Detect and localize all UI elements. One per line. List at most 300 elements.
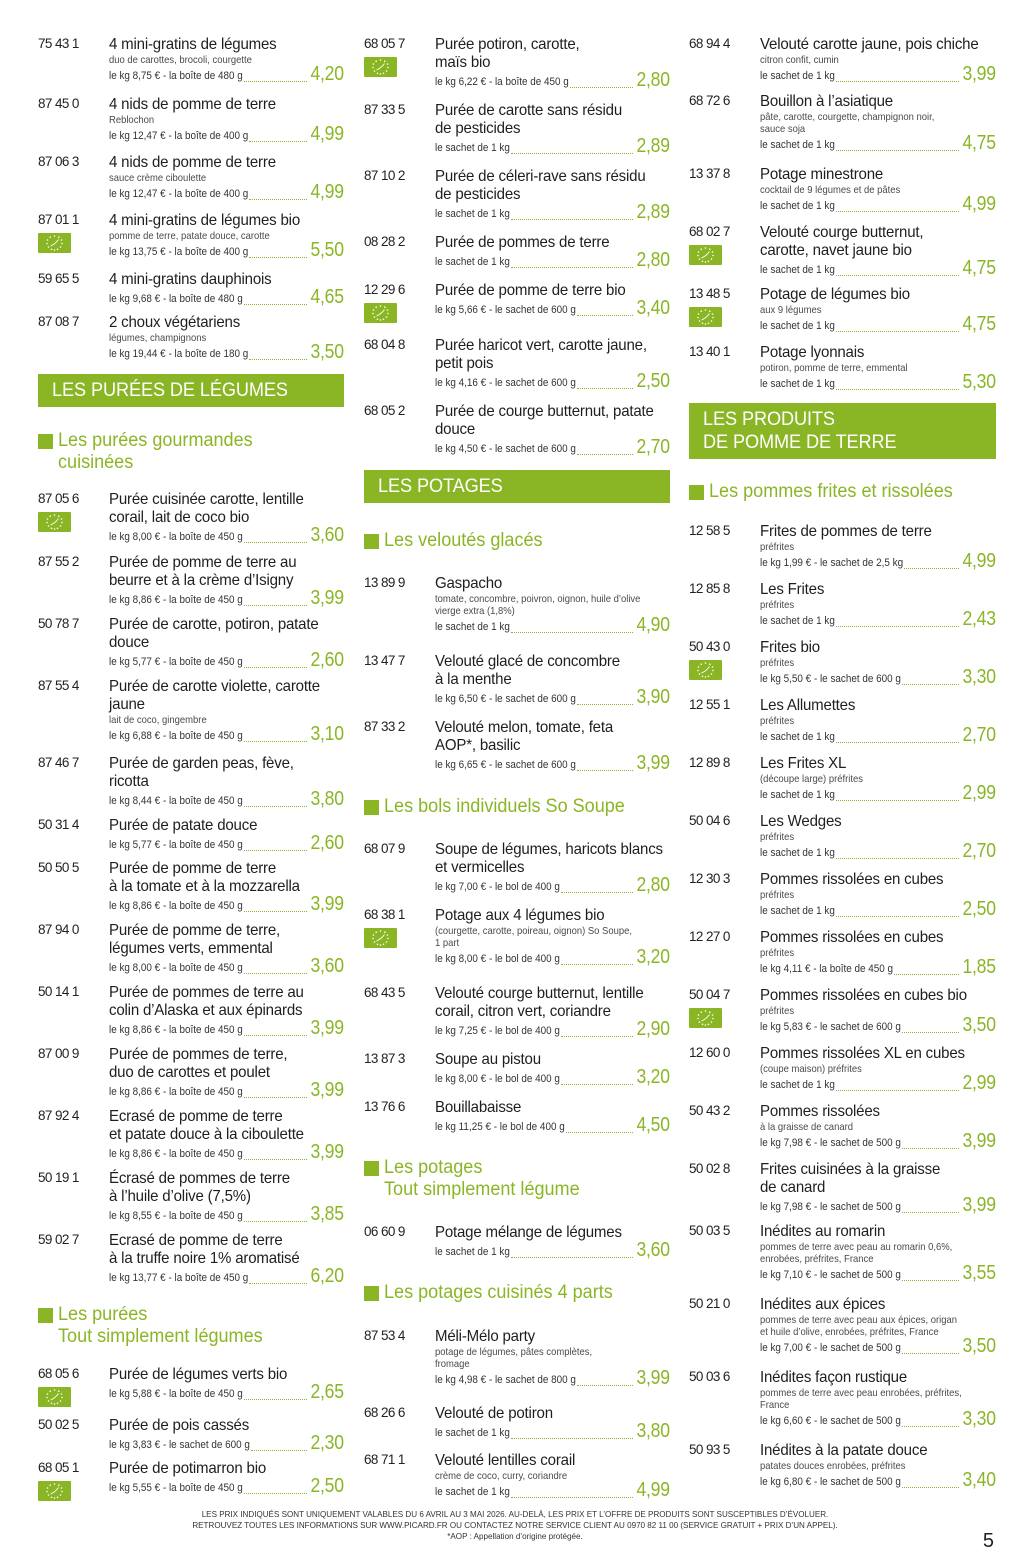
dotted-leader bbox=[836, 331, 959, 332]
product-item bbox=[38, 1417, 344, 1453]
product-price: 3,55 bbox=[962, 1262, 996, 1284]
product-name: à l’huile d’olive (7,5%) bbox=[109, 1188, 251, 1205]
subsection-header bbox=[364, 796, 670, 818]
product-item bbox=[364, 102, 670, 156]
product-description: patates douces enrobées, préfrites bbox=[760, 1460, 906, 1472]
dotted-leader bbox=[244, 1493, 307, 1494]
product-item bbox=[689, 639, 996, 687]
product-details bbox=[760, 929, 996, 977]
product-code: 50 50 5 bbox=[38, 860, 79, 875]
product-details bbox=[760, 523, 996, 571]
price-row bbox=[109, 1475, 344, 1497]
product-details bbox=[760, 697, 996, 745]
product-item bbox=[689, 1369, 996, 1429]
product-code: 50 31 4 bbox=[38, 817, 79, 832]
product-description: préfrites bbox=[760, 715, 795, 727]
product-details bbox=[109, 984, 344, 1038]
product-name: Bouillon à l’asiatique bbox=[760, 93, 893, 110]
product-details bbox=[435, 36, 670, 90]
price-row bbox=[109, 239, 344, 261]
product-price: 3,40 bbox=[636, 297, 670, 319]
price-row bbox=[109, 788, 344, 810]
product-name: Potage lyonnais bbox=[760, 344, 865, 361]
product-price: 3,80 bbox=[310, 788, 344, 810]
price-row bbox=[435, 1114, 670, 1136]
product-name: Pommes rissolées en cubes bbox=[760, 871, 944, 888]
product-code: 13 87 3 bbox=[364, 1051, 405, 1066]
subsection-title: Les potages cuisinés 4 parts bbox=[384, 1282, 613, 1303]
section-header bbox=[689, 403, 996, 459]
product-details bbox=[760, 93, 996, 153]
dotted-leader bbox=[577, 454, 633, 455]
product-details bbox=[109, 154, 344, 202]
product-price: 4,65 bbox=[310, 286, 344, 308]
product-price: 2,70 bbox=[962, 724, 996, 746]
section-header bbox=[364, 470, 670, 503]
product-name: Frites cuisinées à la graisse bbox=[760, 1161, 941, 1178]
product-price: 4,75 bbox=[962, 313, 996, 335]
product-details bbox=[109, 1046, 344, 1100]
product-name: 2 choux végétariens bbox=[109, 314, 241, 331]
product-description: préfrites bbox=[760, 831, 795, 843]
product-price: 4,99 bbox=[962, 550, 996, 572]
product-item bbox=[364, 719, 670, 773]
product-description: préfrites bbox=[760, 541, 795, 553]
unit-price: le kg 5,66 € - le sachet de 600 g bbox=[435, 304, 576, 316]
subsection-header bbox=[364, 1157, 670, 1201]
product-name: Velouté melon, tomate, feta bbox=[435, 719, 614, 736]
price-row bbox=[109, 1265, 344, 1287]
product-item bbox=[689, 755, 996, 803]
product-details bbox=[109, 616, 344, 670]
product-price: 2,99 bbox=[962, 782, 996, 804]
eu-organic-leaf-icon bbox=[689, 307, 722, 327]
eu-organic-leaf-icon bbox=[364, 928, 397, 948]
product-details bbox=[109, 817, 344, 853]
product-item bbox=[689, 813, 996, 861]
product-details bbox=[109, 1170, 344, 1224]
product-code: 12 58 5 bbox=[689, 523, 730, 538]
product-name: Potage aux 4 légumes bio bbox=[435, 907, 605, 924]
product-description: à la graisse de canard bbox=[760, 1121, 853, 1133]
subsection-title: Les purées gourmandes bbox=[58, 430, 253, 451]
dotted-leader bbox=[244, 542, 307, 543]
product-name: Inédites aux épices bbox=[760, 1296, 886, 1313]
section-header bbox=[38, 374, 344, 407]
product-name: Bouillabaisse bbox=[435, 1099, 522, 1116]
product-item bbox=[364, 653, 670, 707]
product-item bbox=[38, 1170, 344, 1224]
unit-price: le sachet de 1 kg bbox=[435, 142, 510, 154]
product-item bbox=[38, 1460, 344, 1496]
product-name: Gaspacho bbox=[435, 575, 503, 592]
product-details bbox=[435, 337, 670, 391]
product-name: Pommes rissolées bbox=[760, 1103, 880, 1120]
product-code: 87 10 2 bbox=[364, 168, 405, 183]
unit-price: le sachet de 1 kg bbox=[760, 905, 835, 917]
product-code: 87 33 5 bbox=[364, 102, 405, 117]
product-price: 2,50 bbox=[636, 370, 670, 392]
product-price: 3,40 bbox=[962, 1469, 996, 1491]
price-row bbox=[435, 1420, 670, 1442]
product-item bbox=[38, 491, 344, 545]
product-code: 87 92 4 bbox=[38, 1108, 79, 1123]
eu-organic-leaf-icon bbox=[364, 57, 397, 77]
product-code: 68 26 6 bbox=[364, 1405, 405, 1420]
price-row bbox=[435, 614, 670, 636]
product-name: Purée de pomme de terre, bbox=[109, 922, 281, 939]
product-details bbox=[109, 491, 344, 545]
price-row bbox=[760, 313, 996, 335]
product-details bbox=[109, 1232, 344, 1286]
product-item bbox=[364, 985, 670, 1039]
product-item bbox=[38, 817, 344, 853]
product-price: 4,75 bbox=[962, 257, 996, 279]
product-name: Purée haricot vert, carotte jaune, bbox=[435, 337, 647, 354]
product-item bbox=[689, 344, 996, 392]
unit-price: le kg 8,00 € - la boîte de 450 g bbox=[109, 962, 243, 974]
product-name: Frites de pommes de terre bbox=[760, 523, 932, 540]
dotted-leader bbox=[511, 267, 633, 268]
price-row bbox=[760, 1408, 996, 1430]
product-code: 68 07 9 bbox=[364, 841, 405, 856]
product-price: 4,75 bbox=[962, 132, 996, 154]
product-item bbox=[689, 224, 996, 278]
product-details bbox=[760, 755, 996, 803]
product-price: 6,20 bbox=[310, 1265, 344, 1287]
dotted-leader bbox=[902, 1032, 959, 1033]
square-bullet-icon bbox=[364, 800, 379, 815]
dotted-leader bbox=[249, 199, 307, 200]
product-item bbox=[364, 1452, 670, 1500]
product-description: préfrites bbox=[760, 599, 795, 611]
price-row bbox=[760, 371, 996, 393]
product-name: Velouté de potiron bbox=[435, 1405, 553, 1422]
product-details bbox=[435, 719, 670, 773]
unit-price: le kg 3,83 € - le sachet de 600 g bbox=[109, 1439, 250, 1451]
dotted-leader bbox=[902, 1426, 959, 1427]
product-price: 3,99 bbox=[636, 752, 670, 774]
unit-price: le kg 8,86 € - la boîte de 450 g bbox=[109, 900, 243, 912]
price-row bbox=[760, 550, 996, 572]
product-name: Soupe au pistou bbox=[435, 1051, 541, 1068]
dotted-leader bbox=[511, 1257, 633, 1258]
product-price: 3,20 bbox=[636, 946, 670, 968]
product-name: Purée de pommes de terre au bbox=[109, 984, 304, 1001]
product-details bbox=[109, 271, 344, 307]
product-name: duo de carottes et poulet bbox=[109, 1064, 270, 1081]
product-description: fromage bbox=[435, 1358, 470, 1370]
product-price: 3,99 bbox=[962, 63, 996, 85]
price-row bbox=[760, 608, 996, 630]
unit-price: le kg 6,60 € - le sachet de 500 g bbox=[760, 1415, 901, 1427]
dotted-leader bbox=[244, 1221, 307, 1222]
product-price: 2,90 bbox=[636, 1018, 670, 1040]
product-price: 4,99 bbox=[636, 1479, 670, 1501]
product-code: 87 55 4 bbox=[38, 678, 79, 693]
product-code: 12 29 6 bbox=[364, 282, 405, 297]
unit-price: le kg 1,99 € - le sachet de 2,5 kg bbox=[760, 557, 904, 569]
product-item bbox=[38, 1046, 344, 1100]
square-bullet-icon bbox=[38, 1308, 53, 1323]
product-code: 87 08 7 bbox=[38, 314, 79, 329]
product-description: citron confit, cumin bbox=[760, 54, 839, 66]
price-row bbox=[435, 1479, 670, 1501]
dotted-leader bbox=[836, 626, 959, 627]
product-price: 3,99 bbox=[310, 1141, 344, 1163]
unit-price: le kg 7,25 € - le bol de 400 g bbox=[435, 1025, 560, 1037]
product-description: (découpe large) préfrites bbox=[760, 773, 863, 785]
product-item bbox=[689, 286, 996, 334]
product-description: potage de légumes, pâtes complètes, bbox=[435, 1346, 593, 1358]
product-name: Purée cuisinée carotte, lentille bbox=[109, 491, 304, 508]
unit-price: le kg 8,55 € - la boîte de 450 g bbox=[109, 1210, 243, 1222]
product-description: sauce crème ciboulette bbox=[109, 172, 207, 184]
product-price: 3,50 bbox=[962, 1014, 996, 1036]
dotted-leader bbox=[249, 141, 307, 142]
product-description: pommes de terre avec peau aux épices, origan bbox=[760, 1314, 957, 1326]
unit-price: le kg 7,10 € - le sachet de 500 g bbox=[760, 1269, 901, 1281]
product-code: 50 78 7 bbox=[38, 616, 79, 631]
product-code: 87 05 6 bbox=[38, 491, 79, 506]
product-description: préfrites bbox=[760, 889, 795, 901]
product-description: préfrites bbox=[760, 657, 795, 669]
dotted-leader bbox=[249, 1283, 307, 1284]
footer-line-1: LES PRIX INDIQUÉS SONT UNIQUEMENT VALABLES DU 6 AVRIL AU 3 MAI 2026. AU-DELÀ, LES PRIX ET L’OFFRE DE PRODUITS SONT SUSCEPTIBLES D’ÉVOLUER. bbox=[201, 1509, 829, 1519]
dotted-leader bbox=[244, 1097, 307, 1098]
product-item bbox=[689, 1442, 996, 1490]
product-name: Velouté lentilles corail bbox=[435, 1452, 576, 1469]
product-code: 12 85 8 bbox=[689, 581, 730, 596]
dotted-leader bbox=[836, 916, 959, 917]
product-item bbox=[38, 271, 344, 307]
product-code: 13 89 9 bbox=[364, 575, 405, 590]
dotted-leader bbox=[570, 87, 633, 88]
product-price: 3,50 bbox=[962, 1335, 996, 1357]
unit-price: le kg 8,00 € - la boîte de 450 g bbox=[109, 531, 243, 543]
unit-price: le kg 5,77 € - la boîte de 450 g bbox=[109, 839, 243, 851]
subsection-title: Tout simplement légume bbox=[384, 1179, 580, 1200]
product-code: 12 27 0 bbox=[689, 929, 730, 944]
product-name: 4 mini-gratins de légumes bbox=[109, 36, 277, 53]
dotted-leader bbox=[244, 1399, 307, 1400]
unit-price: le kg 8,86 € - la boîte de 450 g bbox=[109, 594, 243, 606]
product-name: Ecrasé de pomme de terre bbox=[109, 1108, 283, 1125]
product-name: jaune bbox=[109, 696, 145, 713]
product-price: 2,70 bbox=[962, 840, 996, 862]
product-name: corail, citron vert, coriandre bbox=[435, 1003, 611, 1020]
product-item bbox=[38, 755, 344, 809]
product-item bbox=[689, 581, 996, 629]
product-name: Les Allumettes bbox=[760, 697, 856, 714]
product-price: 3,60 bbox=[636, 1239, 670, 1261]
dotted-leader bbox=[577, 770, 633, 771]
product-price: 2,80 bbox=[636, 69, 670, 91]
product-details bbox=[435, 1328, 670, 1388]
dotted-leader bbox=[511, 153, 633, 154]
dotted-leader bbox=[566, 1132, 633, 1133]
product-details bbox=[435, 653, 670, 707]
product-details bbox=[760, 871, 996, 919]
subsection-title: Les bols individuels So Soupe bbox=[384, 796, 625, 817]
product-price: 3,99 bbox=[962, 1194, 996, 1216]
subsection-title: Les veloutés glacés bbox=[384, 530, 543, 551]
unit-price: le kg 11,25 € - le bol de 400 g bbox=[435, 1121, 565, 1133]
page-number: 5 bbox=[982, 1530, 994, 1552]
product-name: Purée de pomme de terre bbox=[109, 860, 277, 877]
product-name: Purée de carotte violette, carotte bbox=[109, 678, 320, 695]
product-details bbox=[109, 96, 344, 144]
square-bullet-icon bbox=[364, 1161, 379, 1176]
subsection-title: cuisinées bbox=[58, 452, 134, 473]
unit-price: le kg 9,68 € - la boîte de 480 g bbox=[109, 293, 243, 305]
product-price: 3,60 bbox=[310, 955, 344, 977]
product-description: lait de coco, gingembre bbox=[109, 714, 207, 726]
product-name: Purée de garden peas, fève, bbox=[109, 755, 294, 772]
product-code: 13 48 5 bbox=[689, 286, 730, 301]
dotted-leader bbox=[251, 1450, 307, 1451]
product-details bbox=[760, 224, 996, 278]
unit-price: le sachet de 1 kg bbox=[760, 847, 835, 859]
eu-organic-leaf-icon bbox=[689, 245, 722, 265]
product-item bbox=[38, 678, 344, 744]
product-item bbox=[364, 1224, 670, 1260]
product-description: crème de coco, curry, coriandre bbox=[435, 1470, 568, 1482]
unit-price: le kg 8,86 € - la boîte de 450 g bbox=[109, 1148, 243, 1160]
product-description: sauce soja bbox=[760, 123, 806, 135]
product-name: et patate douce à la ciboulette bbox=[109, 1126, 304, 1143]
product-price: 3,30 bbox=[962, 1408, 996, 1430]
dotted-leader bbox=[577, 704, 633, 705]
product-description: cocktail de 9 légumes et de pâtes bbox=[760, 184, 901, 196]
product-description: préfrites bbox=[760, 947, 795, 959]
product-description: et huile d’olive, enrobées, préfrites, France bbox=[760, 1326, 939, 1338]
price-row bbox=[109, 63, 344, 85]
subsection-header bbox=[689, 481, 996, 503]
dotted-leader bbox=[511, 1438, 633, 1439]
product-name: légumes verts, emmental bbox=[109, 940, 273, 957]
product-description: préfrites bbox=[760, 1005, 795, 1017]
unit-price: le sachet de 1 kg bbox=[760, 320, 835, 332]
product-price: 3,30 bbox=[962, 666, 996, 688]
unit-price: le kg 6,80 € - le sachet de 500 g bbox=[760, 1476, 901, 1488]
dotted-leader bbox=[904, 568, 959, 569]
dotted-leader bbox=[244, 304, 307, 305]
price-row bbox=[109, 1017, 344, 1039]
price-row bbox=[109, 893, 344, 915]
product-details bbox=[760, 1296, 996, 1356]
product-price: 3,80 bbox=[636, 1420, 670, 1442]
dotted-leader bbox=[249, 359, 307, 360]
product-name: de canard bbox=[760, 1179, 826, 1196]
dotted-leader bbox=[561, 892, 633, 893]
product-details bbox=[435, 1452, 670, 1500]
product-details bbox=[435, 841, 670, 895]
product-item bbox=[689, 166, 996, 214]
product-price: 3,10 bbox=[310, 723, 344, 745]
product-price: 2,50 bbox=[962, 898, 996, 920]
unit-price: le kg 7,00 € - le bol de 400 g bbox=[435, 881, 560, 893]
unit-price: le kg 12,47 € - la boîte de 400 g bbox=[109, 188, 249, 200]
product-details bbox=[435, 985, 670, 1039]
square-bullet-icon bbox=[364, 534, 379, 549]
unit-price: le sachet de 1 kg bbox=[760, 1079, 835, 1091]
product-price: 1,85 bbox=[962, 956, 996, 978]
product-price: 3,99 bbox=[636, 1367, 670, 1389]
product-code: 87 33 2 bbox=[364, 719, 405, 734]
product-details bbox=[760, 1442, 996, 1490]
product-code: 50 43 2 bbox=[689, 1103, 730, 1118]
footer-line-3: *AOP : Appellation d’origine protégée. bbox=[447, 1531, 583, 1541]
footer-line-2: RETROUVEZ TOUTES LES INFORMATIONS SUR WWW.PICARD.FR OU CONTACTEZ NOTRE SERVICE CLIENT AU 0970 82 11 00 (SERVICE GRATUIT + PRIX D’UN APPEL). bbox=[192, 1520, 838, 1530]
unit-price: le sachet de 1 kg bbox=[435, 1427, 510, 1439]
unit-price: le kg 6,88 € - la boîte de 450 g bbox=[109, 730, 243, 742]
price-row bbox=[435, 135, 670, 157]
product-details bbox=[109, 36, 344, 84]
dotted-leader bbox=[894, 974, 959, 975]
price-row bbox=[760, 956, 996, 978]
price-row bbox=[760, 193, 996, 215]
product-details bbox=[109, 1417, 344, 1453]
product-code: 87 06 3 bbox=[38, 154, 79, 169]
section-title: LES PRODUITS bbox=[703, 408, 835, 430]
subsection-header bbox=[38, 430, 344, 474]
product-price: 2,43 bbox=[962, 608, 996, 630]
price-row bbox=[760, 63, 996, 85]
product-code: 50 21 0 bbox=[689, 1296, 730, 1311]
product-item bbox=[364, 1099, 670, 1135]
product-code: 68 72 6 bbox=[689, 93, 730, 108]
section-title: LES POTAGES bbox=[378, 475, 503, 497]
dotted-leader bbox=[511, 632, 633, 633]
product-details bbox=[435, 168, 670, 222]
price-row bbox=[435, 946, 670, 968]
product-price: 4,90 bbox=[636, 614, 670, 636]
product-code: 87 94 0 bbox=[38, 922, 79, 937]
product-name: beurre et à la crème d’Isigny bbox=[109, 572, 294, 589]
product-name: Les Wedges bbox=[760, 813, 842, 830]
dotted-leader bbox=[244, 1035, 307, 1036]
product-name: Pommes rissolées en cubes bbox=[760, 929, 944, 946]
price-row bbox=[760, 1130, 996, 1152]
product-item bbox=[38, 212, 344, 260]
product-code: 50 14 1 bbox=[38, 984, 79, 999]
product-name: de pesticides bbox=[435, 120, 521, 137]
product-price: 3,50 bbox=[310, 341, 344, 363]
product-name: Purée de patate douce bbox=[109, 817, 258, 834]
unit-price: le sachet de 1 kg bbox=[760, 264, 835, 276]
eu-organic-leaf-icon bbox=[689, 660, 722, 680]
product-description: légumes, champignons bbox=[109, 332, 207, 344]
product-description: aux 9 légumes bbox=[760, 304, 822, 316]
product-price: 5,50 bbox=[310, 239, 344, 261]
product-details bbox=[435, 1405, 670, 1441]
dotted-leader bbox=[244, 1159, 307, 1160]
price-row bbox=[109, 587, 344, 609]
square-bullet-icon bbox=[38, 434, 53, 449]
product-name: Frites bio bbox=[760, 639, 820, 656]
dotted-leader bbox=[836, 81, 959, 82]
dotted-leader bbox=[836, 150, 959, 151]
unit-price: le sachet de 1 kg bbox=[760, 789, 835, 801]
product-details bbox=[760, 987, 996, 1035]
product-item bbox=[689, 697, 996, 745]
product-code: 87 53 4 bbox=[364, 1328, 405, 1343]
price-row bbox=[435, 1018, 670, 1040]
unit-price: le kg 8,75 € - la boîte de 480 g bbox=[109, 70, 243, 82]
price-row bbox=[435, 436, 670, 458]
product-code: 68 71 1 bbox=[364, 1452, 405, 1467]
